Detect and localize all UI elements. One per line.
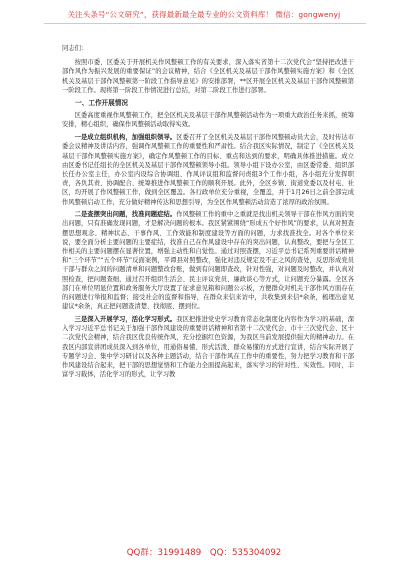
document-body xyxy=(62,30,354,532)
banner-divider xyxy=(44,23,366,24)
intro-paragraph: 按照市委、区委关于开展机关作风整顿工作的有关要求，深入落实省第十二次党代会“坚持把改进干部作风作为振兴发展的重要保证”的会议精神，结合《全区机关及基层干部作风整顿实施方案》和《全区机关及基层干部作风整顿第一阶段工作指导意见》的安排部署，**区开展全区机关及基层干部作风整顿第一阶段工作。现将第一阶段工作情况进行总结，对第二阶段工作进行部署。 xyxy=(62,59,354,94)
salutation: 同志们： xyxy=(62,45,88,52)
item-1-heading: 一是成立组织机构，加强组织领导。 xyxy=(74,134,177,142)
item-1-body: 区委召开了全区机关及基层干部作风整顿动员大会，及时传达市委会议精神及讲话内容，强调作风整顿工作的重要性和严肃性。结合我区实际情况，制定了《全区机关及基层干部作风整顿实施方案》，确定作风整顿工作的目标、重点和达到的要求，明确具体推进措施。成立由区委书记任组长的全区机关及基层干部作风整顿领导小组。领导小组下设办公室，由区委常委、组织部长任办公室主任，办公室内设综合协调组、作风评议组和监督问责组3个工作小组，各小组充分发挥职责，各负其责、协调配合、统筹推进作风整顿工作的顺利开展。此外，全区乡镇、街道党委以及村屯、社区，均开展了作风整顿工作，做到全区覆盖。各行政单位充分重视，全覆盖，并于1月26日之前全部完成作风整顿启动工作，充分做好精神传达和思想引导，为全区作风整顿活动营造了浓厚的政治氛围。 xyxy=(62,134,354,206)
footer-contact: QQ群：31991489 QQ：535304092 xyxy=(126,548,282,558)
item-2-heading: 二是查摆突出问题，找准问题症结。 xyxy=(74,211,177,219)
banner: 关注头条号“公文研究”，获得最新最全最专业的公文资料库！ 微信：gongwenyj xyxy=(67,10,341,19)
item-2-paragraph xyxy=(62,210,354,311)
item-3-heading: 三是深入开展学习，活化学习形式。 xyxy=(74,315,177,323)
item-3-paragraph xyxy=(62,315,354,379)
item-2-body: 作风整顿工作的重中之重就是找出机关领导干部在作风方面的突出问题，只有准确发现问题，才是解决问题的根本。我区紧紧围绕“形成五个好作风”的要求，认真对照查摆思想观念、精神状态、干事作风、工作效能和制度建设等方面的问题，力求找准找全。对各个单位来说，要全面分析主要问题的主要症结，找准自己在作风建设中存在的突出问题，认真整改，要把与全区工作相关的主要问题摆在显著位置，增强主动性和自觉性。通过对照查摆，习近平总书记系列重要讲话精神和“三个环节”“五个环节”反面案例，平谭县对照整改，强化对违反规定及不正之风的查处，反思形成党员干部与群众之间的问题清单和问题整改台账，做到有问题即查改，针对性强，对问题及时整改，并认真对照检查，把问题查细，通过召开组织生活会、民主评议党员、廉政谈心等方式，让问题充分暴露。全区各部门在单位明显位置和政务服务大厅设置了征求意见箱和问题公示板，方便群众对机关干部作风方面存在的问题进行举报和监督；接受社会的监督和指导，在群众来信来访中，共收集到来信*余条，梳理出意见建议*余条，真正把问题查清楚、找彻底、摆到位。 xyxy=(62,211,354,311)
section-1-heading: 一、工作开展情况 xyxy=(75,98,128,107)
item-3-body: 我区把推进党史学习教育常态化制度化内容作为学习的基础，深入学习习近平总书记关于加强干部作风建设的重要讲话精神和省第十二次党代会、市十三次党代会、区十二次党代会精神，结合我区优良传统作风，充分挖掘红色资源，为我区当前发展提供强大的精神动力。在我区内部宣讲团成员深入到各单位，用通俗易懂、形式活泼、群众易懂的方式进行宣讲，结合实际开展了专题学习会、集中学习研讨以及各种主题活动，结合干部作风在工作中的重要性，努力把学习教育和干部作风建设结合起来，把干部的思想觉悟和工作能力全面提高起来，落实学习的针对性、实效性。同时，丰富学习载体，活化学习的形式，让学习教 xyxy=(62,315,354,379)
item-1-paragraph xyxy=(62,133,354,207)
section-1-intro: 区委高度重视作风整顿工作，把全区机关及基层干部作风整顿活动作为一项重大政治任务来抓，统筹安排，精心组织，确保作风整顿活动取得实效。 xyxy=(62,112,354,129)
